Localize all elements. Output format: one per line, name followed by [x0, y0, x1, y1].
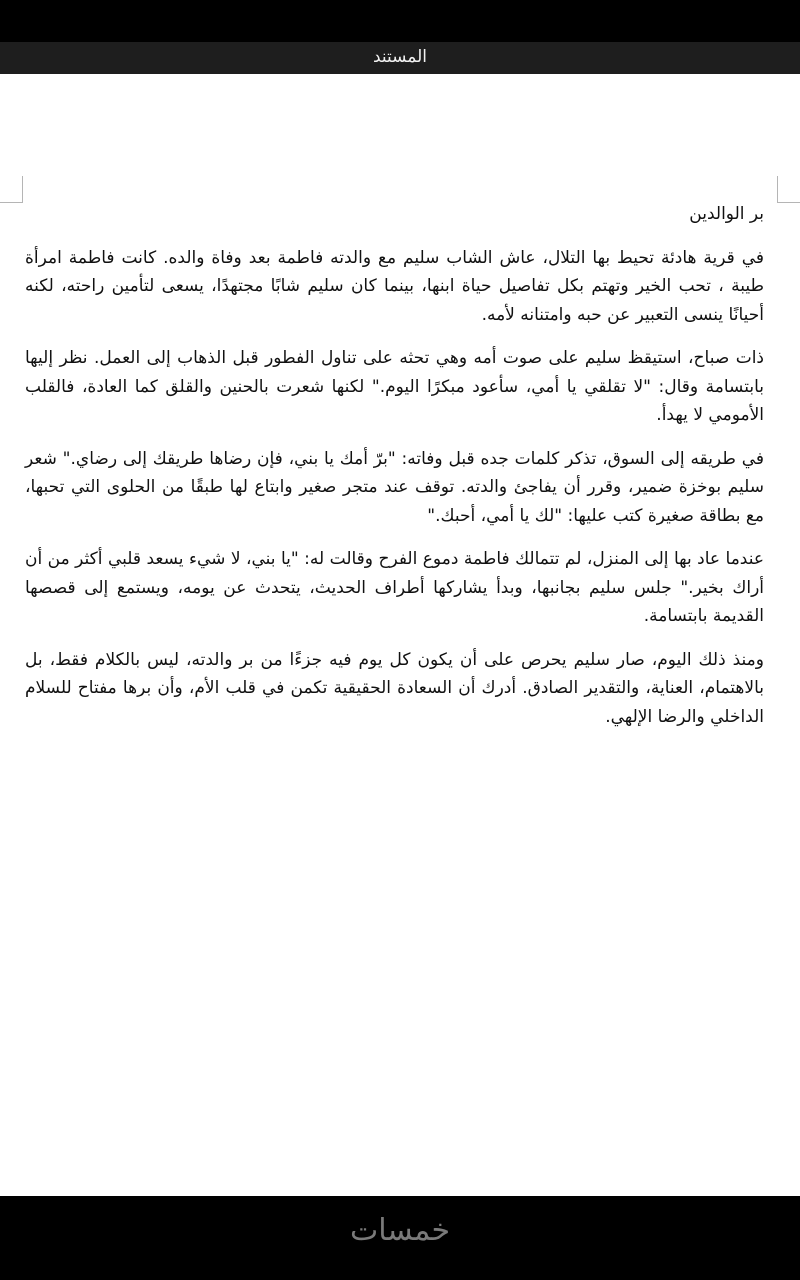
- paragraph: في قرية هادئة تحيط بها التلال، عاش الشاب سليم مع والدته فاطمة بعد وفاة والده. كانت فاطمة امرأة طيبة ، تحب الخير وتهتم بكل تفاصيل حياة ابنها، بينما كان سليم شابًا مجتهدًا، يسعى لتأمين راحته، لكنه أحيانًا ينسى التعبير عن حبه وامتنانه لأمه.: [25, 247, 764, 325]
- margin-marker-right: [777, 176, 800, 203]
- document-title: المستند: [372, 47, 428, 67]
- status-bar: [0, 0, 800, 42]
- paragraph: ذات صباح، استيقظ سليم على صوت أمه وهي تحثه على تناول الفطور قبل الذهاب إلى العمل. نظر إليها بابتسامة وقال: "لا تقلقي يا أمي، سأعود مبكرًا اليوم." لكنها شعرت بالحنين والقلق كما العادة، فالقلب الأمومي لا يهدأ.: [25, 348, 764, 425]
- paragraph: في طريقه إلى السوق، تذكر كلمات جده قبل وفاته: "برّ أمك يا بني، فإن رضاها طريقك إلى رضاي." شعر سليم بوخزة ضمير، وقرر أن يفاجئ والدته. توقف عند متجر صغير وابتاع لها طبقًا من الحلوى التي تحبها، مع بطاقة صغيرة كتب عليها: "لك يا أمي، أحبك.": [25, 448, 764, 526]
- title-bar: [0, 42, 800, 74]
- paragraph: ومنذ ذلك اليوم، صار سليم يحرص على أن يكون كل يوم فيه جزءًا من بر والدته، ليس بالكلام فقط، بل بالاهتمام، العناية، والتقدير الصادق. أدرك أن السعادة الحقيقية تكمن في قلب الأم، وأن برها مفتاح للسلام الداخلي والرضا الإلهي.: [25, 649, 764, 727]
- paragraph: عندما عاد بها إلى المنزل، لم تتمالك فاطمة دموع الفرح وقالت له: "يا بني، لا شيء يسعد قلبي أكثر من أن أراك بخير." جلس سليم بجانبها، وبدأ يشاركها أطراف الحديث، يتحدث عن يومه، ويستمع إلى قصصها القديمة بابتسامة.: [25, 549, 764, 626]
- document-page[interactable]: [0, 74, 800, 1196]
- margin-marker-left: [0, 176, 23, 203]
- document-heading: بر الوالدين: [689, 204, 764, 224]
- document-body[interactable]: [25, 200, 764, 746]
- watermark-logo: خمسات: [349, 1213, 451, 1248]
